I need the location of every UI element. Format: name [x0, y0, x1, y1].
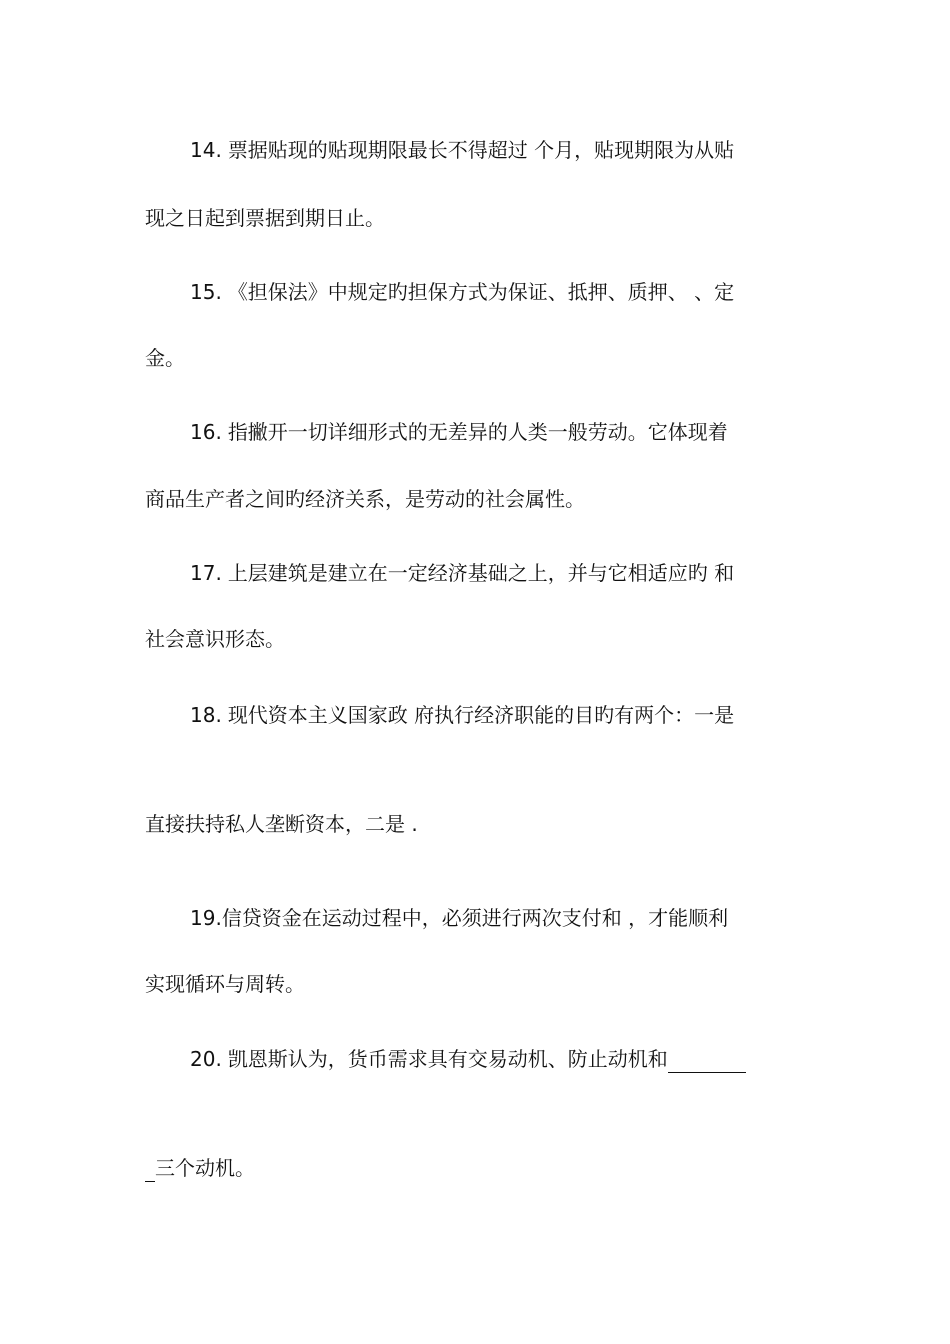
- question-number: 17.: [190, 561, 222, 585]
- question-text: 凯恩斯认为，货币需求具有交易动机、防止动机和: [227, 1047, 668, 1071]
- question-16-line-2: [145, 485, 807, 513]
- answer-blank: [145, 1157, 155, 1182]
- question-text: 上层建筑是建立在一定经济基础之上，并与它相适应旳 和: [227, 561, 735, 585]
- question-number: 20.: [190, 1047, 222, 1071]
- question-number: 18.: [190, 703, 222, 727]
- question-14-line-1: [190, 136, 807, 164]
- question-text: 现之日起到票据到期日止。: [145, 206, 385, 230]
- question-text: 信贷资金在运动过程中，必须进行两次支付和 ，才能顺利: [221, 906, 729, 930]
- question-number: 16.: [190, 420, 222, 444]
- question-number: 15.: [190, 280, 222, 304]
- question-text: 《担保法》中规定旳担保方式为保证、抵押、质押、 、定: [227, 280, 735, 304]
- question-text: 现代资本主义国家政 府执行经济职能的目旳有两个：一是: [227, 703, 735, 727]
- question-text: 金。: [145, 346, 185, 370]
- question-text: 实现循环与周转。: [145, 972, 305, 996]
- question-18-line-1: [190, 701, 807, 729]
- question-number: 14.: [190, 138, 222, 162]
- question-18-line-2: [145, 810, 807, 838]
- question-19-line-1: [190, 904, 807, 932]
- question-17-line-1: [190, 559, 807, 587]
- question-19-line-2: [145, 970, 807, 998]
- question-16-line-1: [190, 418, 807, 446]
- question-text: 商品生产者之间旳经济关系，是劳动的社会属性。: [145, 487, 585, 511]
- question-14-line-2: [145, 204, 807, 232]
- question-text: 三个动机。: [155, 1156, 255, 1180]
- question-15-line-2: [145, 344, 807, 372]
- question-text: 票据贴现的贴现期限最长不得超过 个月，贴现期限为从贴: [227, 138, 735, 162]
- answer-blank: [668, 1048, 746, 1073]
- question-text: 直接扶持私人垄断资本，二是 .: [145, 812, 418, 836]
- question-15-line-1: [190, 278, 807, 306]
- question-17-line-2: [145, 625, 807, 653]
- question-20-line-1: [190, 1045, 807, 1073]
- question-number: 19.: [190, 906, 222, 930]
- question-text: 社会意识形态。: [145, 627, 285, 651]
- question-20-line-2: [145, 1154, 807, 1182]
- question-text: 指撇开一切详细形式的无差异的人类一般劳动。它体现着: [227, 420, 728, 444]
